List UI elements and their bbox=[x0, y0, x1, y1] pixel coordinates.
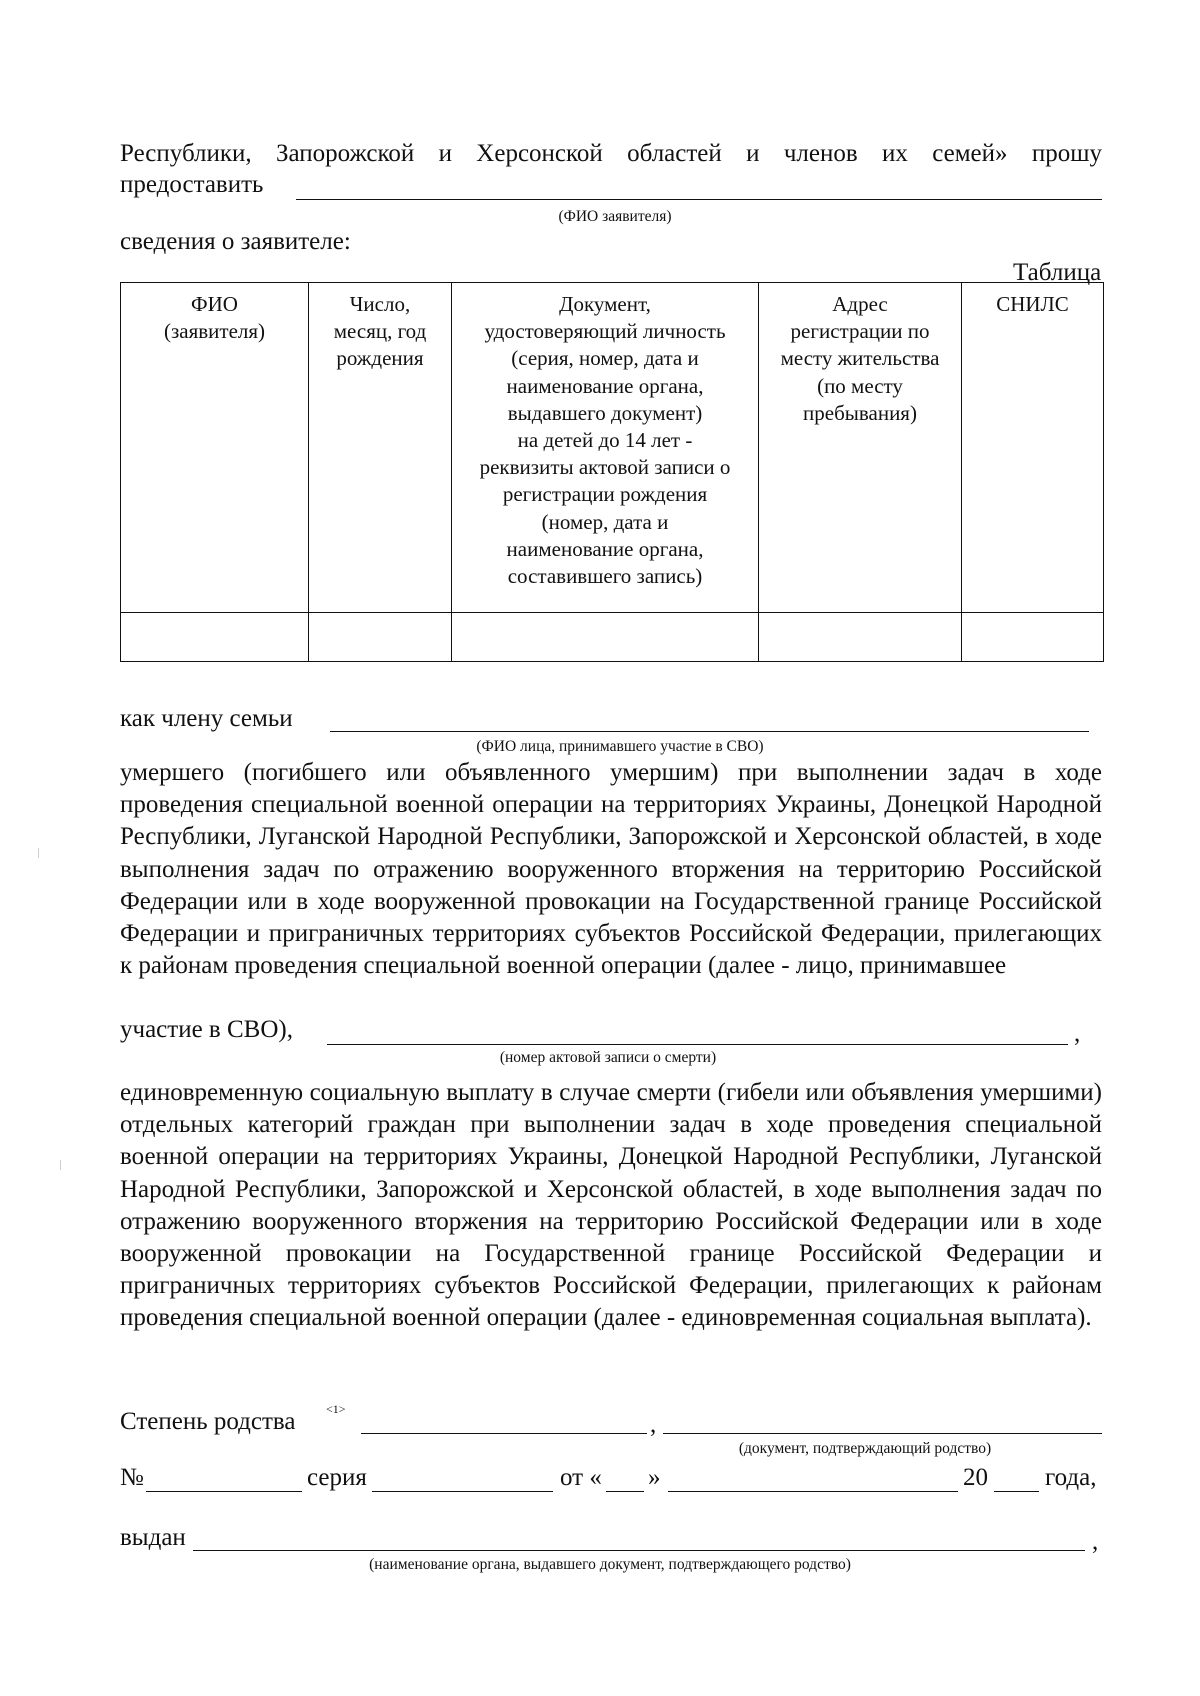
kinship-label: Степень родства bbox=[120, 1408, 296, 1435]
family-paragraph: умершего (погибшего или объявленного умершим) при выполнении задач в ходе проведения специальной военной операции на территориях Украины, Донецкой Народной Республики, Луганской Народной Республики, Запорожской и Херсонской областей, в ходе выполнения задач по отражению вооруженного вторжения на территорию Российской Федерации или в ходе вооруженной провокации на Государственной границе Российской Федерации и приграничных территориях субъектов Российской Федерации, прилегающих к районам проведения специальной военной операции (далее - лицо, принимавшее bbox=[120, 759, 1102, 980]
kinship-comma: , bbox=[650, 1411, 657, 1438]
header-snils-text: СНИЛС bbox=[996, 292, 1069, 316]
kinship-document-field[interactable] bbox=[663, 1433, 1102, 1434]
issued-comma: , bbox=[1092, 1528, 1099, 1555]
issued-label: выдан bbox=[120, 1524, 186, 1551]
kinship-footnote: <1> bbox=[326, 1402, 346, 1416]
month-field[interactable] bbox=[668, 1491, 958, 1492]
header-birth-date bbox=[309, 283, 452, 613]
header-snils bbox=[962, 283, 1104, 613]
svo-line: участие в СВО), bbox=[120, 1016, 293, 1043]
death-record-field[interactable] bbox=[327, 1044, 1068, 1045]
cell-birth-date[interactable] bbox=[309, 613, 452, 662]
applicant-name-field[interactable] bbox=[296, 199, 1102, 200]
number-label: № bbox=[120, 1464, 144, 1491]
cell-fio[interactable] bbox=[121, 613, 309, 662]
cell-address[interactable] bbox=[759, 613, 962, 662]
svo-participant-caption: (ФИО лица, принимавшего участие в СВО) bbox=[476, 738, 764, 755]
header-address bbox=[759, 283, 962, 613]
intro-line-2-prefix: предоставить bbox=[120, 171, 264, 198]
applicant-table bbox=[120, 282, 1104, 662]
series-field[interactable] bbox=[372, 1491, 553, 1492]
issuer-caption: (наименование органа, выдавшего документ, подтверждающего родство) bbox=[369, 1556, 851, 1573]
header-address-text: Адрес регистрации по месту жительства (по месту пребывания) bbox=[780, 292, 940, 425]
intro-line-1: Республики, Запорожской и Херсонской областей и членов их семей» прошу bbox=[120, 140, 1102, 167]
payment-paragraph: единовременную социальную выплату в случае смерти (гибели или объявления умершими) отдельных категорий граждан при выполнении задач в ходе проведения специальной военной операции на территориях Украины, Донецкой Народной Республики, Луганской Народной Республики, Запорожской и Херсонской областей, в ходе выполнения задач по отражению вооруженного вторжения на территорию Российской Федерации или в ходе вооруженной провокации на Государственной границе Российской Федерации и приграничных территориях субъектов Российской Федерации, прилегающих к районам проведения специальной военной операции (далее - единовременная социальная выплата). bbox=[120, 1079, 1102, 1332]
header-fio bbox=[121, 283, 309, 613]
header-fio-text: ФИО (заявителя) bbox=[163, 292, 266, 344]
from-label: от « bbox=[560, 1464, 602, 1491]
header-id-document bbox=[452, 283, 759, 613]
svo-comma: , bbox=[1074, 1020, 1081, 1047]
table-header-row bbox=[121, 283, 1104, 613]
series-label: серия bbox=[307, 1464, 367, 1491]
header-birth-date-text: Число, месяц, год рождения bbox=[333, 292, 427, 371]
death-record-caption: (номер актовой записи о смерти) bbox=[499, 1049, 717, 1066]
year-prefix: 20 bbox=[963, 1464, 988, 1491]
info-label: сведения о заявителе: bbox=[120, 228, 351, 255]
svo-participant-name-field[interactable] bbox=[330, 731, 1089, 732]
number-field[interactable] bbox=[146, 1491, 302, 1492]
year-suffix: года, bbox=[1045, 1464, 1097, 1491]
table-label: Таблица bbox=[1013, 259, 1102, 286]
kinship-degree-field[interactable] bbox=[361, 1433, 647, 1434]
family-prefix: как члену семьи bbox=[120, 705, 293, 732]
applicant-caption: (ФИО заявителя) bbox=[558, 208, 672, 225]
scan-mark bbox=[60, 1160, 61, 1170]
header-id-document-text: Документ, удостоверяющий личность (серия, номер, дата и наименование органа, выдавшего документ) на детей до 14 лет - реквизиты актовой записи о регистрации рождения (номер, дата и наименование органа, составившего запись) bbox=[479, 292, 731, 589]
issuer-field[interactable] bbox=[193, 1550, 1085, 1551]
cell-id-document[interactable] bbox=[452, 613, 759, 662]
day-field[interactable] bbox=[606, 1491, 644, 1492]
scan-mark bbox=[38, 848, 39, 858]
table-row bbox=[121, 613, 1104, 662]
year-field[interactable] bbox=[994, 1491, 1039, 1492]
kinship-document-caption: (документ, подтверждающий родство) bbox=[738, 1440, 992, 1457]
quote-close: » bbox=[648, 1464, 661, 1491]
cell-snils[interactable] bbox=[962, 613, 1104, 662]
